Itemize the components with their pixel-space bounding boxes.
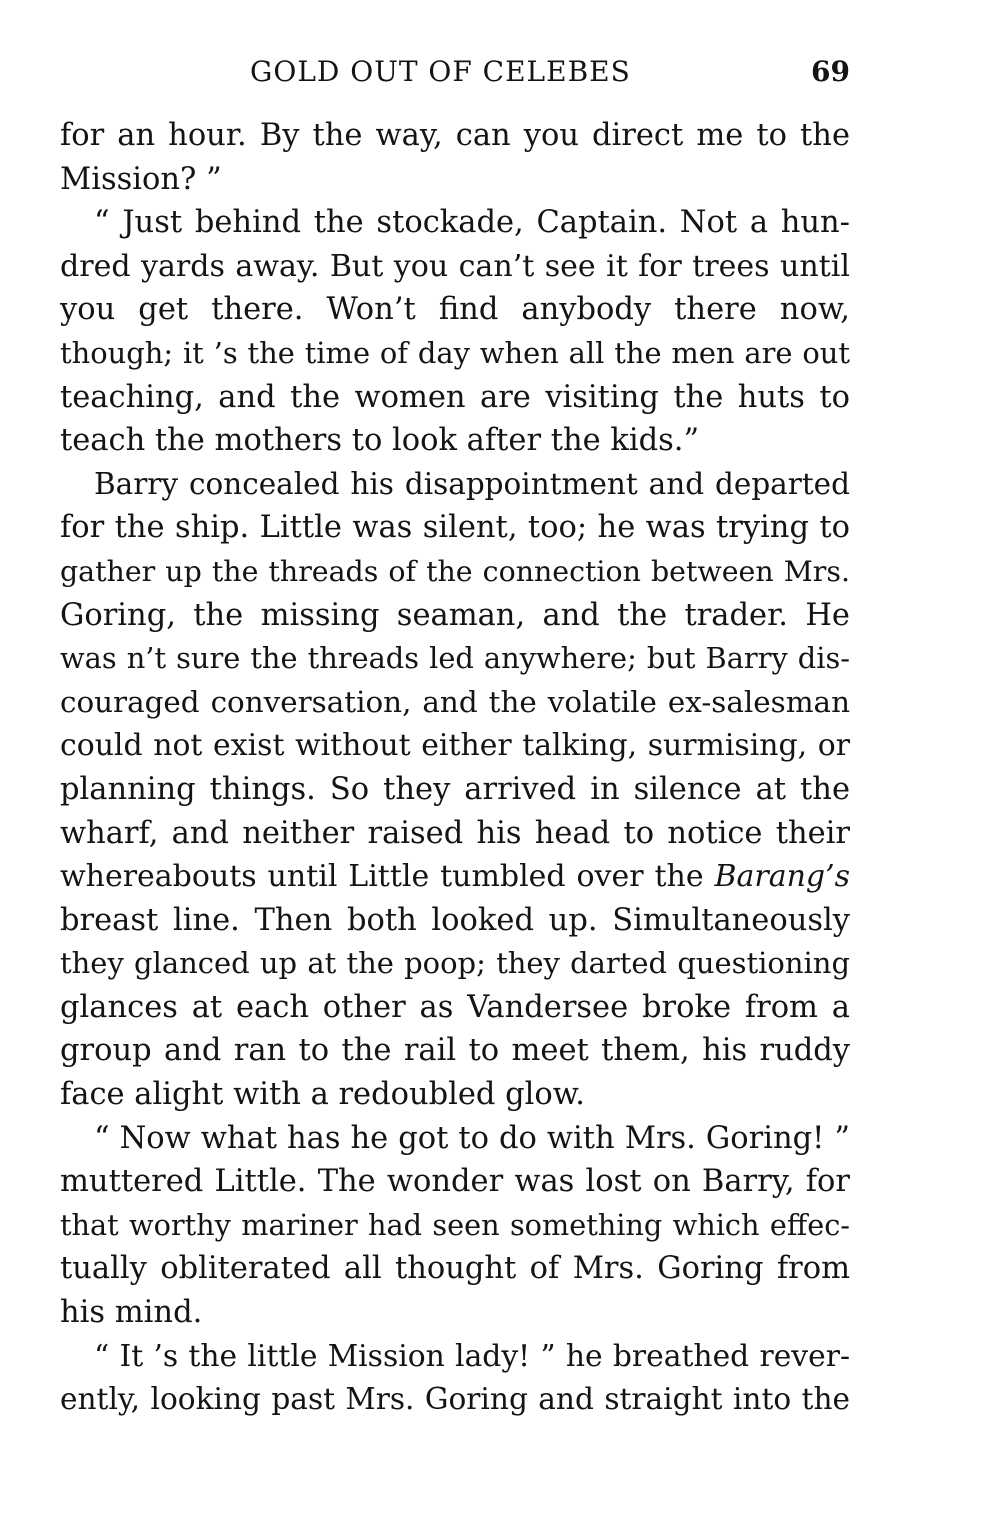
text-line xyxy=(60,419,850,463)
text-line-content: group and ran to the rail to meet them, his ruddy xyxy=(60,1033,850,1069)
text-line-content: Barry concealed his disappointment and departed xyxy=(94,466,850,501)
text-line xyxy=(60,986,850,1030)
text-line xyxy=(60,942,850,986)
text-line xyxy=(60,550,850,594)
text-line-content: for an hour. By the way, can you direct me to the xyxy=(60,118,850,153)
italic-ship-name: Barang’s xyxy=(714,859,850,895)
text-line xyxy=(60,1204,850,1248)
text-line-content: for the ship. Little was silent, too; he was trying to xyxy=(60,510,850,546)
text-line-content: wharf, and neither raised his head to notice their xyxy=(60,815,850,851)
text-line xyxy=(60,681,850,725)
text-line xyxy=(60,724,850,768)
text-line xyxy=(60,855,850,899)
text-line-content: his mind. xyxy=(60,1295,203,1331)
text-line xyxy=(60,768,850,812)
text-line-content: glances at each other as Vandersee broke from a xyxy=(60,989,850,1025)
text-line-content: couraged conversation, and the volatile ex-salesman xyxy=(60,684,850,719)
text-line-content: that worthy mariner had seen something which effec- xyxy=(60,1207,850,1242)
text-line xyxy=(60,114,850,158)
text-line xyxy=(60,245,850,289)
text-line xyxy=(60,1160,850,1204)
text-line-content: tually obliterated all thought of Mrs. Goring from xyxy=(60,1251,850,1287)
text-line-content: ently, looking past Mrs. Goring and straight into the xyxy=(60,1382,850,1417)
text-line-content: Goring, the missing seaman, and the trader. He xyxy=(60,597,850,633)
text-line xyxy=(60,594,850,638)
text-line xyxy=(60,463,850,507)
text-line-content: whereabouts until Little tumbled over the xyxy=(60,859,715,895)
running-title: GOLD OUT OF CELEBES xyxy=(250,55,631,88)
text-line xyxy=(60,812,850,856)
text-line-content: you get there. Won’t find anybody there now, xyxy=(60,292,850,328)
text-line-content: face alight with a redoubled glow. xyxy=(60,1077,585,1113)
text-line xyxy=(60,1335,850,1379)
text-line xyxy=(60,899,850,943)
text-line xyxy=(60,1291,850,1335)
text-line-content: gather up the threads of the connection between Mrs. xyxy=(60,554,850,588)
text-line xyxy=(60,201,850,245)
text-line-content: Mission? ” xyxy=(60,161,222,197)
text-line-content: “ Now what has he got to do with Mrs. Goring! ” xyxy=(94,1120,850,1156)
text-line-content: “ Just behind the stockade, Captain. Not a hun- xyxy=(94,205,850,241)
text-line xyxy=(60,1378,850,1422)
text-line-content: muttered Little. The wonder was lost on Barry, for xyxy=(60,1164,850,1200)
text-line-content: planning things. So they arrived in silence at the xyxy=(60,771,850,807)
text-line xyxy=(60,637,850,681)
text-line-content: though; it ’s the time of day when all the men are out xyxy=(60,335,850,370)
text-line-content: teaching, and the women are visiting the huts to xyxy=(60,379,850,415)
text-line xyxy=(60,332,850,376)
text-line xyxy=(60,1029,850,1073)
text-line-content: “ It ’s the little Mission lady! ” he breathed rever- xyxy=(94,1338,850,1374)
text-line xyxy=(60,506,850,550)
text-line xyxy=(60,1247,850,1291)
text-line-content: dred yards away. But you can’t see it for trees until xyxy=(60,248,850,284)
text-line xyxy=(60,158,850,202)
page-number: 69 xyxy=(811,55,850,88)
text-line xyxy=(60,288,850,332)
running-head xyxy=(60,52,850,92)
text-line-content: breast line. Then both looked up. Simultaneously xyxy=(60,902,850,938)
body-text xyxy=(60,114,850,1422)
text-line-content: could not exist without either talking, surmising, or xyxy=(60,728,850,764)
text-line-content: teach the mothers to look after the kids.” xyxy=(60,423,700,459)
text-line xyxy=(60,1117,850,1161)
text-line xyxy=(60,376,850,420)
text-line-content: they glanced up at the poop; they darted questioning xyxy=(60,946,850,981)
text-line-content: was n’t sure the threads led anywhere; but Barry dis- xyxy=(60,641,850,676)
text-line xyxy=(60,1073,850,1117)
